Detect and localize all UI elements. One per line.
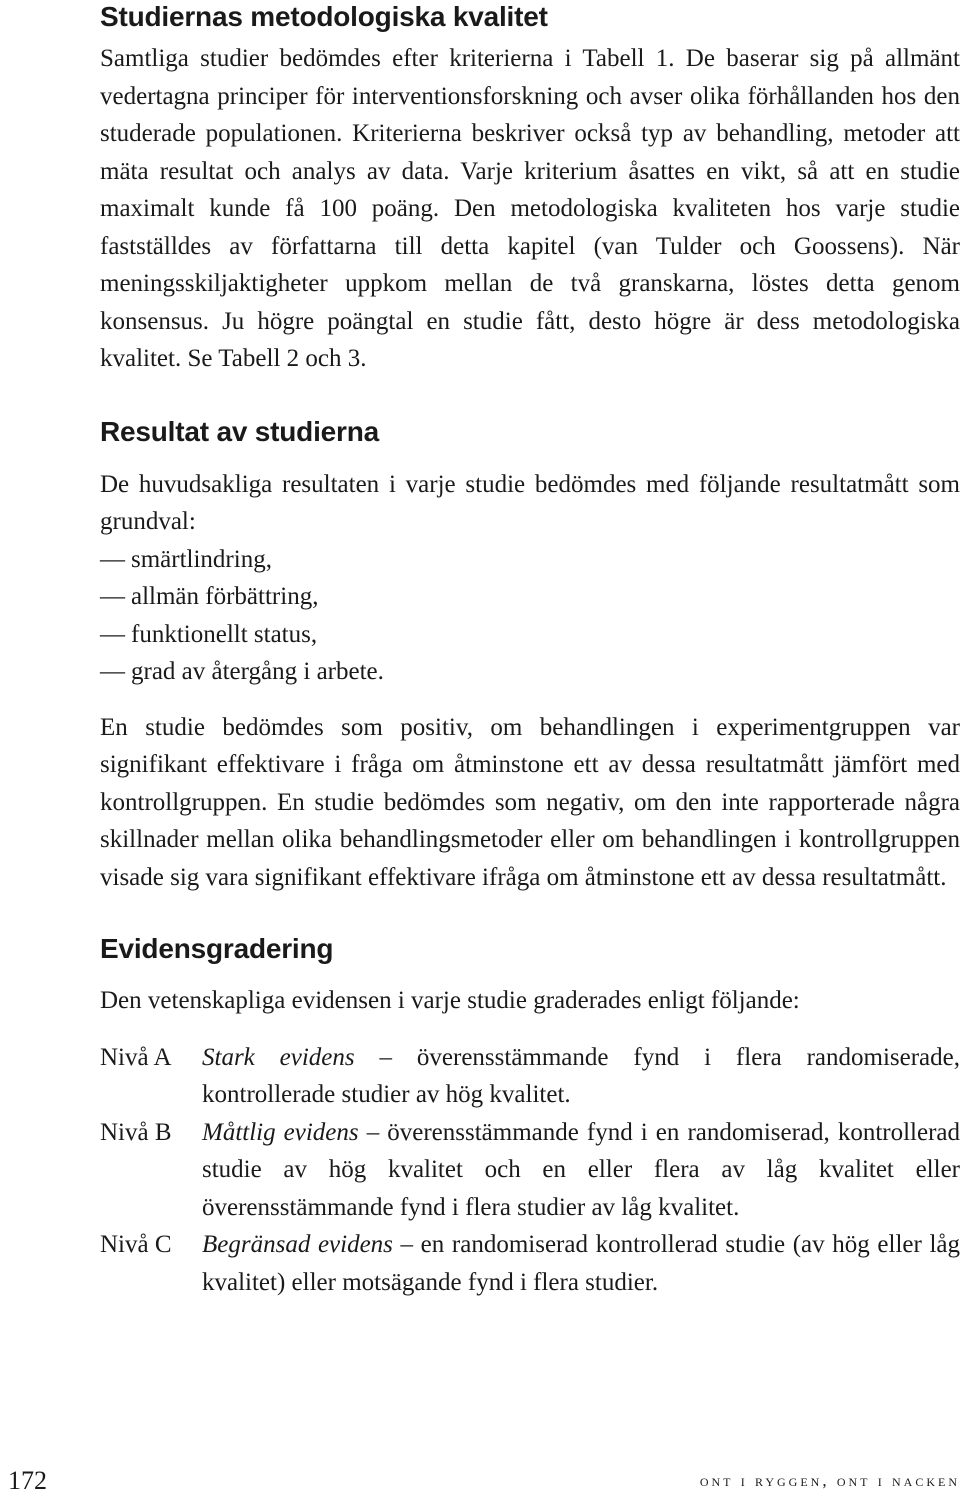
dash-marker: —	[100, 620, 125, 648]
outcome-measures-list	[100, 541, 960, 691]
paragraph-resultat-intro: De huvudsakliga resultaten i varje studie bedömdes med följande resultatmått som grundval:	[100, 470, 960, 535]
level-description	[202, 1226, 960, 1301]
paragraph-evidens-intro: Den vetenskapliga evidensen i varje studie graderades enligt följande:	[100, 987, 800, 1014]
level-name: Nivå C	[100, 1231, 172, 1258]
level-description	[202, 1114, 960, 1227]
evidence-levels-list	[100, 1039, 960, 1302]
running-title: ont i ryggen, ont i nacken	[699, 1471, 960, 1490]
evidence-level-a	[100, 1039, 960, 1114]
section-heading-metodologisk-kvalitet: Studiernas metodologiska kvalitet	[100, 1, 548, 32]
evidence-level-c	[100, 1226, 960, 1301]
level-term: Begränsad evidens	[202, 1231, 393, 1258]
list-item	[100, 616, 960, 654]
level-name: Nivå B	[100, 1118, 172, 1146]
list-item-text: funktionellt status,	[131, 620, 318, 648]
dash-marker: —	[100, 545, 125, 573]
list-item-text: smärtlindring,	[131, 545, 272, 573]
level-text: – en randomiserad kontrollerad studie (av hög eller låg kvalitet) eller motsägande fynd i flera studier.	[202, 1231, 960, 1296]
list-item	[100, 653, 960, 691]
level-text: – överensstämmande fynd i en randomiserad, kontrollerad studie av hög kvalitet och en eller flera av låg kvalitet eller överensstämmande fynd i flera studier av låg kvalitet.	[202, 1118, 960, 1221]
level-description	[202, 1039, 960, 1114]
page-body	[100, 0, 960, 1301]
list-item	[100, 541, 960, 579]
page-number: 172	[8, 1466, 47, 1495]
paragraph-resultat-bedomning: En studie bedömdes som positiv, om behandlingen i experimentgruppen var signifikant effektivare i fråga om åtminstone ett av dessa resultatmått jämfört med kontrollgruppen. En studie bedömdes som negativ, om den inte rapporterade några skillnader mellan olika behandlingsmetoder eller om behandlingen i kontrollgruppen visade sig vara signifikant effektivare ifråga om åtminstone ett av dessa resultatmått.	[100, 713, 960, 891]
level-text: – överensstämmande fynd i flera randomiserade, kontrollerade studier av hög kvalitet.	[202, 1043, 960, 1108]
list-item	[100, 578, 960, 616]
list-item-text: allmän förbättring,	[131, 583, 319, 610]
evidence-level-b	[100, 1114, 960, 1227]
list-item-text: grad av återgång i arbete.	[131, 658, 384, 685]
level-term: Stark evidens	[202, 1043, 355, 1071]
level-name: Nivå A	[100, 1043, 172, 1071]
section-heading-resultat: Resultat av studierna	[100, 415, 379, 447]
paragraph-metodologisk-kvalitet: Samtliga studier bedömdes efter kriterierna i Tabell 1. De baserar sig på allmänt vedertagna principer för interventionsforskning och avser olika förhållanden hos den studerade populationen. Kriterierna beskriver också typ av behandling, metoder att mäta resultat och analys av data. Varje kriterium åsattes en vikt, så att en studie maximalt kunde få 100 poäng. Den metodologiska kvaliteten hos varje studie fastställdes av författarna till detta kapitel (van Tulder och Goossens). När meningsskiljaktigheter uppkom mellan de två granskarna, löstes detta genom konsensus. Ju högre poängtal en studie fått, desto högre är dess metodologiska kvalitet. Se Tabell 2 och 3.	[100, 45, 960, 372]
dash-marker: —	[100, 658, 125, 685]
page-footer	[0, 1466, 960, 1496]
section-heading-evidensgradering: Evidensgradering	[100, 933, 334, 964]
dash-marker: —	[100, 583, 125, 610]
level-term: Måttlig evidens	[202, 1118, 359, 1146]
